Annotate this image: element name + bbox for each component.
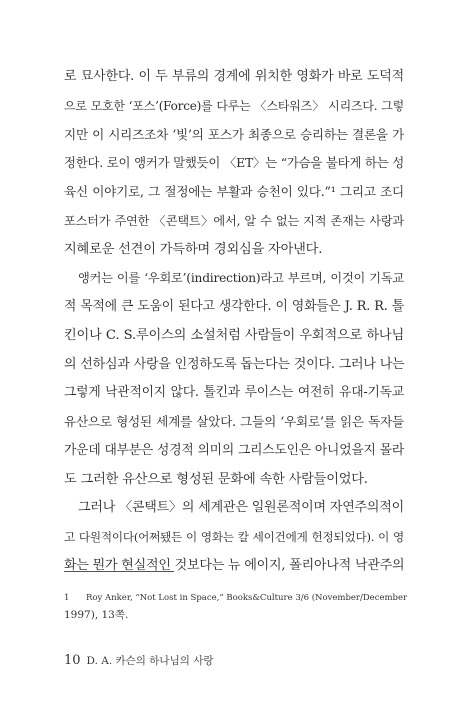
running-title: D. A. 카슨의 하나님의 사랑	[86, 655, 214, 667]
footnote	[64, 590, 409, 624]
text-line: 지만 이 시리즈조차 ‘빛’의 포스가 최종으로 승리하는 결론을 가	[64, 126, 404, 142]
footnote-line	[64, 590, 409, 607]
text-line: 화는 뭔가 현실적인 것보다는 뉴 에이지, 폴리아나적 낙관주의	[64, 557, 405, 573]
body-text	[64, 63, 404, 581]
text-line: 그렇게 낙관적이지 않다. 톨킨과 루이스는 여전히 유대-기독교	[64, 385, 404, 401]
text-line: 유산으로 형성된 세계를 살았다. 그들의 ‘우회로’를 읽은 독자들	[64, 414, 404, 429]
text-line: 의 선하심과 사랑을 인정하도록 돕는다는 것이다. 그러나 나는	[64, 356, 405, 372]
text-line: 적 목적에 큰 도움이 된다고 생각한다. 이 영화들은 J. R. R. 톨	[64, 299, 404, 314]
text-line: 킨이나 C. S.루이스의 소설처럼 사람들이 우회적으로 하나님	[64, 327, 404, 343]
footnote-line	[64, 607, 409, 624]
text-line: 육신 이야기로, 그 절정에는 부활과 승천이 있다.”¹ 그리고 조디	[64, 184, 404, 199]
text-line: 으로 모호한 ‘포스’(Force)를 다루는 〈스타워즈〉 시리즈다. 그렇	[64, 98, 404, 113]
text-line: 포스터가 주연한 〈콘택트〉에서, 알 수 없는 지적 존재는 사랑과	[64, 213, 404, 228]
footnote-text-continued: 1997), 13쪽.	[64, 609, 129, 621]
footnote-text: Roy Anker, “Not Lost in Space,” Books&Culture 3/6 (November/December	[86, 593, 408, 603]
page-number: 10	[64, 653, 81, 668]
text-line: 앵커는 이를 ‘우회로’(indirection)라고 부르며, 이것이 기독교	[78, 271, 404, 286]
text-line: 정한다. 로이 앵커가 말했듯이 〈ET〉는 “가슴을 불타게 하는 성	[64, 155, 404, 171]
text-line: 도 그러한 유산으로 형성된 문화에 속한 사람들이었다.	[64, 471, 368, 487]
text-line: 그러나 〈콘택트〉의 세계관은 일원론적이며 자연주의적이	[78, 500, 404, 516]
footnote-divider	[64, 571, 174, 572]
text-line: 지혜로운 선견이 가득하며 경외심을 자아낸다.	[64, 241, 323, 257]
text-line: 고 다원적이다(어쩌됐든 이 영화는 칼 세이건에게 헌정되었다). 이 영	[64, 530, 404, 544]
footnote-number: 1	[64, 593, 70, 603]
text-line: 로 묘사한다. 이 두 부류의 경계에 위치한 영화가 바로 도덕적	[64, 69, 404, 84]
page-footer	[64, 653, 214, 668]
text-line: 가운데 대부분은 성경적 의미의 그리스도인은 아니었을지 몰라	[64, 442, 404, 458]
